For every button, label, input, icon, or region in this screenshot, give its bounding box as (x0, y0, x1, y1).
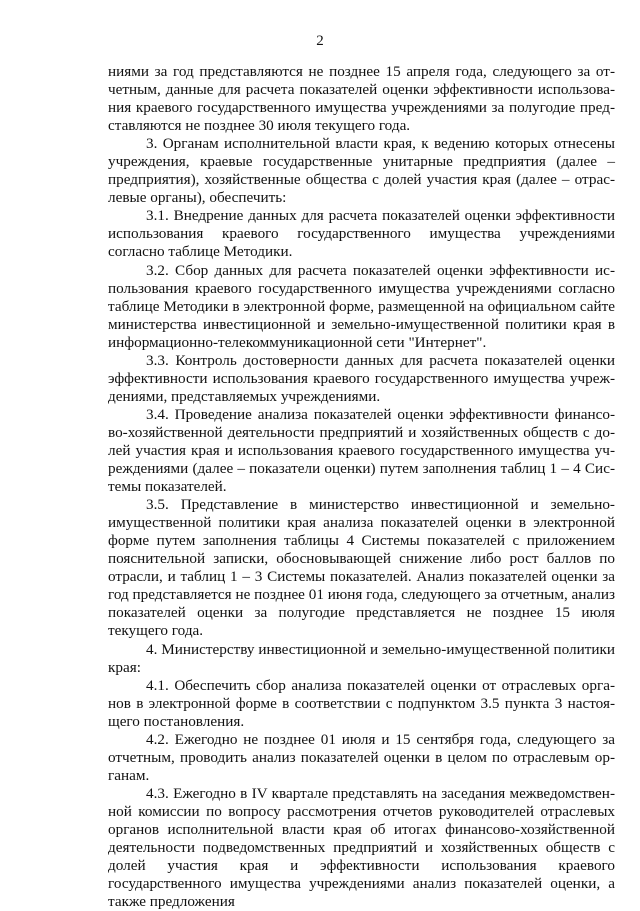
paragraph-item-3-4: 3.4. Проведение анализа показателей оценки эффективности финансово-хозяйственной деятельности предприятий и хозяйственных обществ с долей участия края и использования краевого государственного имущества учреждениями (далее – показатели оценки) путем заполнения таблиц 1 – 4 Системы показателей. (108, 405, 615, 496)
paragraph-continuation: ниями за год представляются не позднее 15 апреля года, следующего за отчетным, данные для расчета показателей оценки эффективности использования краевого государственного имущества учреждениями за полугодие представляются не позднее 30 июля текущего года. (108, 63, 615, 135)
paragraph-item-3: 3. Органам исполнительной власти края, к ведению которых отнесены учреждения, краевые государственные унитарные предприятия (далее – предприятия), хозяйственные общества с долей участия края (далее – отраслевые органы), обеспечить: (108, 135, 615, 207)
paragraph-item-4: 4. Министерству инвестиционной и земельно-имущественной политики края: (108, 640, 615, 676)
paragraph-item-3-3: 3.3. Контроль достоверности данных для расчета показателей оценки эффективности использования краевого государственного имущества учреждениями, представляемых учреждениями. (108, 351, 615, 405)
paragraph-item-3-5: 3.5. Представление в министерство инвестиционной и земельно-имущественной политики края анализа показателей оценки в электронной форме путем заполнения таблицы 4 Системы показателей с приложением пояснительной записки, обосновывающей снижение либо рост баллов по отрасли, и таблиц 1 – 3 Системы показателей. Анализ показателей оценки за год представляется не позднее 01 июня года, следующего за отчетным, анализ показателей оценки за полугодие представляется не позднее 15 июля текущего года. (108, 496, 615, 640)
document-body (108, 63, 615, 911)
paragraph-item-3-2: 3.2. Сбор данных для расчета показателей оценки эффективности использования краевого государственного имущества учреждениями согласно таблице Методики в электронной форме, размещенной на официальном сайте министерства инвестиционной и земельно-имущественной политики края в информационно-телекоммуникационной сети "Интернет". (108, 261, 615, 351)
paragraph-item-3-1: 3.1. Внедрение данных для расчета показателей оценки эффективности использования краевого государственного имущества учреждениями согласно таблице Методики. (108, 207, 615, 261)
paragraph-item-4-3: 4.3. Ежегодно в IV квартале представлять на заседания межведомственной комиссии по вопросу рассмотрения отчетов руководителей отраслевых органов исполнительной власти края об итогах финансово-хозяйственной деятельности подведомственных предприятий и хозяйственных обществ с долей участия края и эффективности использования краевого государственного имущества учреждениями анализ показателей оценки, а также предложения (108, 784, 615, 911)
paragraph-item-4-2: 4.2. Ежегодно не позднее 01 июля и 15 сентября года, следующего за отчетным, проводить анализ показателей оценки в целом по отраслевым органам. (108, 730, 615, 784)
paragraph-item-4-1: 4.1. Обеспечить сбор анализа показателей оценки от отраслевых органов в электронной форме в соответствии с подпунктом 3.5 пункта 3 настоящего постановления. (108, 676, 615, 730)
page-number: 2 (316, 33, 324, 49)
